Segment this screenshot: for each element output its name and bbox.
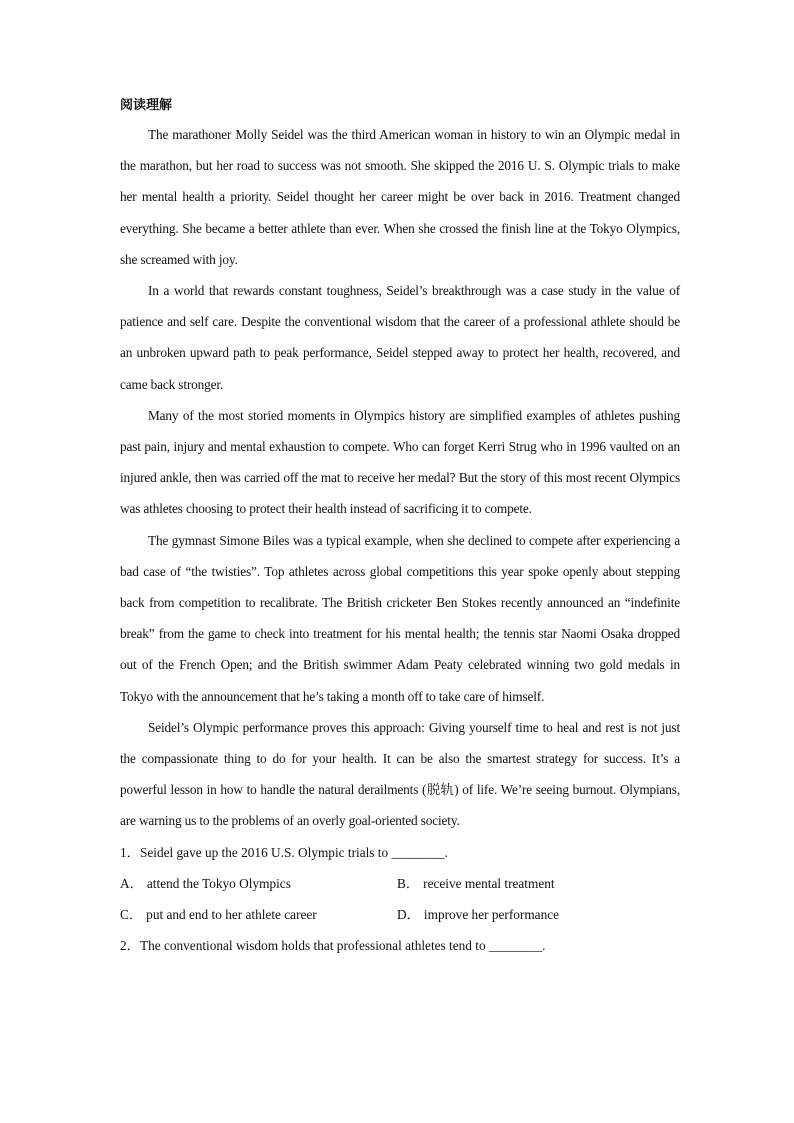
question-text: Seidel gave up the 2016 U.S. Olympic trials to ________. — [139, 844, 448, 860]
paragraph-1: The marathoner Molly Seidel was the third American woman in history to win an Olympic medal in the marathon, but her road to success was not smooth. She skipped the 2016 U. S. Olympic trials to make her mental health a priority. Seidel thought her career might be over back in 2016. Treatment changed everything. She became a better athlete than ever. When she crossed the finish line at the Tokyo Olympics, she screamed with joy. — [120, 127, 680, 267]
paragraph-4: The gymnast Simone Biles was a typical example, when she declined to compete after experiencing a bad case of “the twisties”. Top athletes across global competitions this year spoke openly about stepping back from competition to recalibrate. The British cricketer Ben Stokes recently announced an “indefinite break” from the game to check into treatment for his mental health; the tennis star Naomi Osaka dropped out of the French Open; and the British swimmer Adam Peaty celebrated winning two gold medals in Tokyo with the announcement that he’s taking a month off to take care of himself. — [120, 532, 680, 704]
option-letter: A． — [120, 875, 143, 891]
question-stem — [120, 930, 680, 961]
section-title: 阅读理解 — [120, 98, 173, 113]
option-letter: C． — [120, 907, 143, 923]
passage — [120, 119, 680, 837]
question-2 — [120, 930, 680, 961]
question-text: The conventional wisdom holds that professional athletes tend to ________. — [139, 938, 546, 954]
answer-options — [120, 868, 680, 930]
question-number: 1． — [120, 844, 140, 860]
option-letter: B． — [397, 875, 420, 891]
question-1 — [120, 837, 680, 931]
question-number: 2． — [120, 938, 140, 954]
document-page — [120, 93, 680, 961]
option-c — [120, 899, 397, 930]
option-text: put and end to her athlete career — [146, 907, 317, 923]
option-d — [397, 899, 680, 930]
paragraph-2: In a world that rewards constant toughness, Seidel’s breakthrough was a case study in the value of patience and self care. Despite the conventional wisdom that the career of a professional athlete should be an unbroken upward path to peak performance, Seidel stepped away to protect her health, recovered, and came back stronger. — [120, 283, 680, 392]
paragraph-3: Many of the most storied moments in Olympics history are simplified examples of athletes pushing past pain, injury and mental exhaustion to compete. Who can forget Kerri Strug who in 1996 vaulted on an injured ankle, then was carried off the mat to receive her medal? But the story of this most recent Olympics was athletes choosing to protect their health instead of sacrificing it to compete. — [120, 407, 680, 517]
option-b — [397, 868, 680, 899]
option-text: receive mental treatment — [423, 875, 555, 891]
option-text: attend the Tokyo Olympics — [146, 875, 291, 891]
option-a — [120, 868, 397, 899]
option-text: improve her performance — [423, 907, 560, 923]
option-letter: D． — [397, 907, 420, 923]
question-stem — [120, 837, 680, 868]
paragraph-5: Seidel’s Olympic performance proves this approach: Giving yourself time to heal and rest is not just the compassionate thing to do for your health. It can be also the smartest strategy for success. It’s a powerful lesson in how to handle the natural derailments (脱轨) of life. We’re seeing burnout. Olympians, are warning us to the problems of an overly goal-oriented society. — [120, 719, 680, 829]
